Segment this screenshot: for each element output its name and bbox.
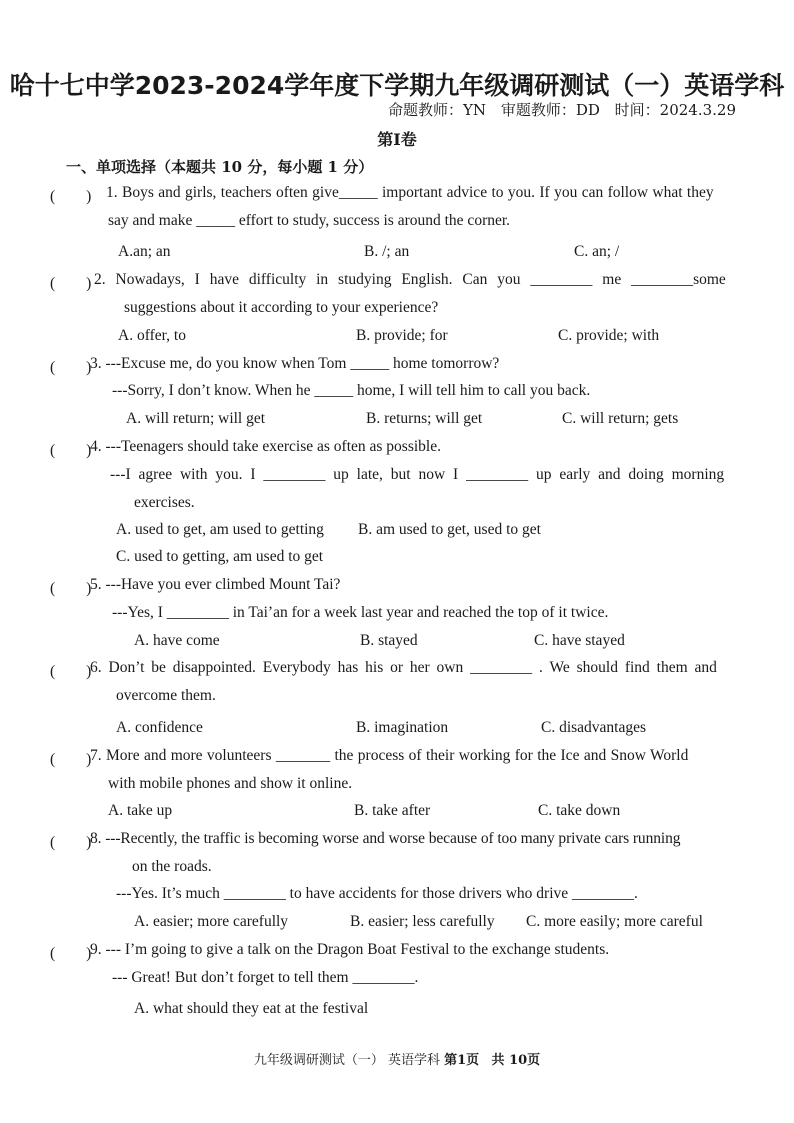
option-c: C. have stayed [534,632,625,649]
question-line: exercises. [134,494,195,511]
option-a: A. used to get, am used to getting [116,521,324,538]
volume-label: 第I卷 [377,130,417,149]
answer-blank[interactable]: ( ) [50,834,92,851]
answer-blank[interactable]: ( ) [50,275,92,292]
option-c: C. will return; gets [562,410,679,427]
option-b: B. provide; for [356,327,448,344]
footer-total: 共 10页 [491,1053,541,1068]
question-line: ---Yes. It’s much ________ to have accidents for those drivers who drive ________. [116,885,638,902]
option-c: C. take down [538,802,621,819]
option-c: C. used to getting, am used to get [116,548,324,565]
question-line: --- Great! But don’t forget to tell them ________. [112,969,419,986]
question-line: on the roads. [132,858,212,875]
exam-meta [388,99,746,120]
question-line: 3. ---Excuse me, do you know when Tom _____ home tomorrow? [90,355,500,372]
question-line: 6. Don’t be disappointed. Everybody has his or her own ________ . We should find them and [90,659,717,676]
answer-blank[interactable]: ( ) [50,359,92,376]
question-line: 9. --- I’m going to give a talk on the Dragon Boat Festival to the exchange students. [90,941,610,958]
option-b: B. am used to get, used to get [358,521,541,538]
answer-blank[interactable]: ( ) [50,442,92,459]
date-label: 时间：2024.3.29 [614,101,736,119]
option-b: B. /; an [364,243,410,260]
exam-title: 哈十七中学2023-2024学年度下学期九年级调研测试（一）英语学科 [9,71,785,100]
section-title: 一、单项选择（本题共 10 分，每小题 1 分） [66,158,374,176]
answer-blank[interactable]: ( ) [50,580,92,597]
page-footer [0,1049,794,1068]
answer-blank[interactable]: ( ) [50,188,92,205]
option-a: A. what should they eat at the festival [134,1000,369,1017]
question-line: 1. Boys and girls, teachers often give_____ important advice to you. If you can follow what they [106,184,714,201]
question-line: 5. ---Have you ever climbed Mount Tai? [90,576,341,593]
option-c: C. an; / [574,243,620,260]
question-line: ---Sorry, I don’t know. When he _____ home, I will tell him to call you back. [112,382,591,399]
question-line: overcome them. [116,687,216,704]
option-a: A.an; an [118,243,171,260]
option-c: C. more easily; more careful [526,913,703,930]
option-a: A. will return; will get [126,410,266,427]
question-line: say and make _____ effort to study, success is around the corner. [108,212,511,229]
question-line: with mobile phones and show it online. [108,775,353,792]
question-line: suggestions about it according to your experience? [124,299,439,316]
question-line: ---I agree with you. I ________ up late, but now I ________ up early and doing morning [110,466,725,483]
option-a: A. take up [108,802,173,819]
option-a: A. offer, to [118,327,186,344]
question-line: 2. Nowadays, I have difficulty in studying English. Can you ________ me ________some [94,271,726,288]
question-line: 7. More and more volunteers _______ the process of their working for the Ice and Snow World [90,747,689,764]
question-line: 4. ---Teenagers should take exercise as often as possible. [90,438,441,455]
footer-page: 第1页 [444,1053,480,1068]
option-b: B. stayed [360,632,418,649]
answer-blank[interactable]: ( ) [50,945,92,962]
option-a: A. confidence [116,719,203,736]
option-b: B. easier; less carefully [350,913,495,930]
answer-blank[interactable]: ( ) [50,751,92,768]
setter-label: 命题教师：YN [388,101,487,119]
option-b: B. returns; will get [366,410,483,427]
question-line: 8. ---Recently, the traffic is becoming worse and worse because of too many private cars running [90,830,681,847]
option-b: B. take after [354,802,431,819]
answer-blank[interactable]: ( ) [50,663,92,680]
option-a: A. have come [134,632,220,649]
option-a: A. easier; more carefully [134,913,289,930]
option-b: B. imagination [356,719,449,736]
question-line: ---Yes, I ________ in Tai’an for a week last year and reached the top of it twice. [112,604,609,621]
option-c: C. disadvantages [541,719,647,736]
reviewer-label: 审题教师：DD [500,101,600,119]
option-c: C. provide; with [558,327,660,344]
footer-subject: 九年级调研测试（一） 英语学科 [253,1053,440,1068]
